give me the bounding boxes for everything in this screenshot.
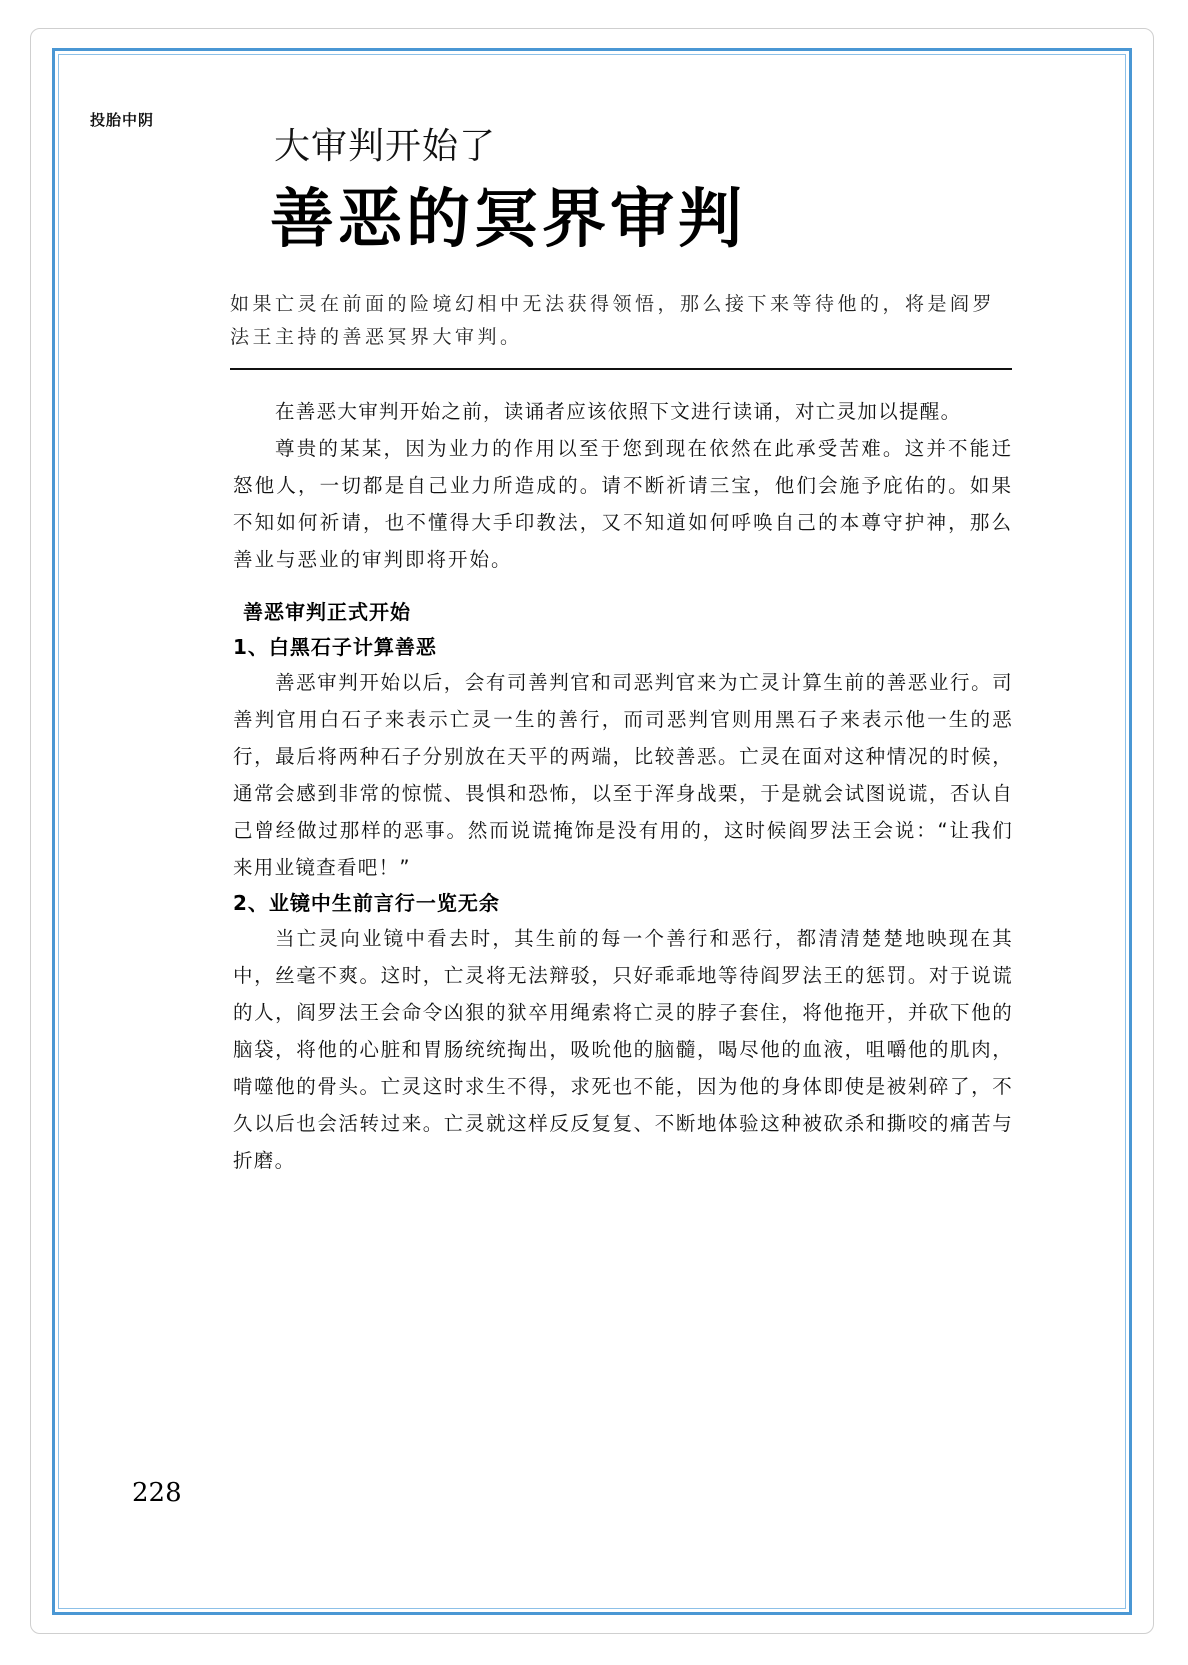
subsection-block [233, 630, 1013, 1179]
page-number: 228 [132, 1478, 182, 1508]
paragraph-intro: 在善恶大审判开始之前，读诵者应该依照下文进行读诵，对亡灵加以提醒。 [275, 400, 962, 423]
running-head: 投胎中阴 [90, 111, 155, 129]
section-kicker: 大审判开始了 [274, 126, 497, 167]
paragraph-invocation: 尊贵的某某，因为业力的作用以至于您到现在依然在此承受苦难。这并不能迁怒他人，一切都是自己业力所造成的。请不断祈请三宝，他们会施予庇佑的。如果不知如何祈请，也不懂得大手印教法，又不知道如何呼唤自己的本尊守护神，那么善业与恶业的审判即将开始。 [233, 437, 1013, 571]
page-title: 善恶的冥界审判 [270, 182, 746, 257]
subsection-text-1: 善恶审判开始以后，会有司善判官和司恶判官来为亡灵计算生前的善恶业行。司善判官用白石子来表示亡灵一生的善行，而司恶判官则用黑石子来表示他一生的恶行，最后将两种石子分别放在天平的两端，比较善恶。亡灵在面对这种情况的时候，通常会感到非常的惊慌、畏惧和恐怖，以至于浑身战栗，于是就会试图说谎，否认自己曾经做过那样的恶事。然而说谎掩饰是没有用的，这时候阎罗法王会说：“让我们来用业镜查看吧！” [233, 671, 1013, 879]
section-heading: 善恶审判正式开始 [243, 600, 411, 624]
subsection-heading-2: 2、业镜中生前言行一览无余 [233, 891, 500, 915]
body-text-block [233, 393, 1013, 578]
subsection-text-2: 当亡灵向业镜中看去时，其生前的每一个善行和恶行，都清清楚楚地映现在其中，丝毫不爽。这时，亡灵将无法辩驳，只好乖乖地等待阎罗法王的惩罚。对于说谎的人，阎罗法王会命令凶狠的狱卒用绳索将亡灵的脖子套住，将他拖开，并砍下他的脑袋，将他的心脏和胃肠统统掏出，吸吮他的脑髓，喝尽他的血液，咀嚼他的肌肉，啃噬他的骨头。亡灵这时求生不得，求死也不能，因为他的身体即使是被剁碎了，不久以后也会活转过来。亡灵就这样反反复复、不断地体验这种被砍杀和撕咬的痛苦与折磨。 [233, 927, 1013, 1172]
intro-abstract: 如果亡灵在前面的险境幻相中无法获得领悟，那么接下来等待他的，将是阎罗法王主持的善恶冥界大审判。 [230, 293, 996, 348]
section-heading-block [243, 595, 1023, 629]
subsection-heading-1: 1、白黑石子计算善恶 [233, 635, 437, 659]
horizontal-rule [230, 368, 1012, 370]
